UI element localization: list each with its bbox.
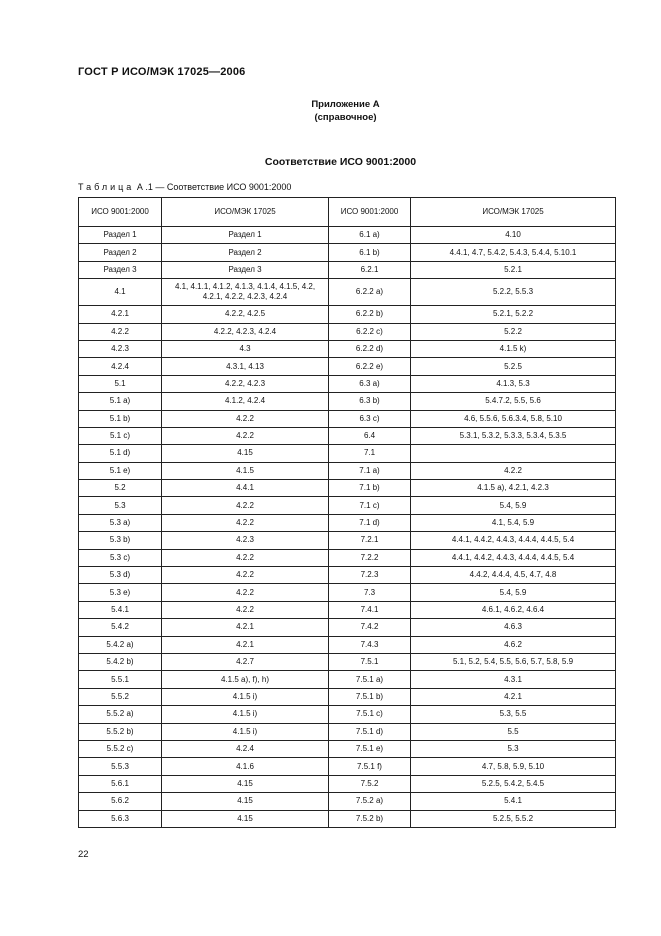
cell-iso9001-left: 5.3 d)	[79, 567, 162, 584]
table-header-row	[79, 198, 616, 227]
cell-iso17025-left: 4.2.2	[162, 567, 329, 584]
table-row	[79, 462, 616, 479]
cell-iso17025-right: 5.1, 5.2, 5.4, 5.5, 5.6, 5.7, 5.8, 5.9	[411, 653, 616, 670]
cell-iso9001-left: 5.6.2	[79, 793, 162, 810]
cell-iso17025-right: 4.1.3, 5.3	[411, 375, 616, 392]
cell-iso9001-left: 5.3 c)	[79, 549, 162, 566]
cell-iso9001-left: 5.2	[79, 480, 162, 497]
table-row	[79, 793, 616, 810]
cell-iso9001-left: 5.4.2 b)	[79, 653, 162, 670]
cell-iso9001-left: 4.2.2	[79, 323, 162, 340]
cell-iso17025-right: 5.2.5, 5.5.2	[411, 810, 616, 827]
cell-iso9001-left: 4.2.3	[79, 340, 162, 357]
cell-iso17025-left: 4.2.2	[162, 427, 329, 444]
table-row	[79, 740, 616, 757]
cell-iso17025-left: 4.2.3	[162, 532, 329, 549]
cell-iso9001-right: 7.5.1 b)	[329, 688, 411, 705]
table-row	[79, 653, 616, 670]
cell-iso17025-right: 5.4, 5.9	[411, 584, 616, 601]
table-row	[79, 514, 616, 531]
section-title: Соответствие ИСО 9001:2000	[264, 156, 417, 168]
cell-iso17025-left: 4.15	[162, 793, 329, 810]
cell-iso17025-right: 5.2.5, 5.4.2, 5.4.5	[411, 775, 616, 792]
cell-iso9001-left: 5.3 а)	[79, 514, 162, 531]
cell-iso9001-right: 7.2.3	[329, 567, 411, 584]
table-caption	[78, 182, 291, 192]
cell-iso9001-left: 5.3 b)	[79, 532, 162, 549]
cell-iso17025-left: 4.1.5	[162, 462, 329, 479]
cell-iso9001-left: 4.1	[79, 279, 162, 306]
cell-iso17025-left: 4.1.5 i)	[162, 723, 329, 740]
table-row	[79, 279, 616, 306]
cell-iso9001-left: 4.2.4	[79, 358, 162, 375]
table-caption-text: — Соответствие ИСО 9001:2000	[152, 182, 292, 192]
table-row	[79, 567, 616, 584]
header-iso17025-right: ИСО/МЭК 17025	[411, 198, 616, 227]
header-iso17025-left: ИСО/МЭК 17025	[162, 198, 329, 227]
cell-iso9001-left: 5.4.2 а)	[79, 636, 162, 653]
cell-iso17025-left: 4.3.1, 4.13	[162, 358, 329, 375]
cell-iso17025-right: 4.10	[411, 227, 616, 244]
cell-iso17025-right: 4.4.2, 4.4.4, 4.5, 4.7, 4.8	[411, 567, 616, 584]
cell-iso17025-left: Раздел 2	[162, 244, 329, 261]
cell-iso9001-right: 7.1 c)	[329, 497, 411, 514]
cell-iso17025-left: 4.2.2	[162, 514, 329, 531]
table-row	[79, 340, 616, 357]
cell-iso9001-left: Раздел 2	[79, 244, 162, 261]
cell-iso17025-left: 4.1.6	[162, 758, 329, 775]
annex-heading	[0, 98, 661, 124]
cell-iso9001-left: 5.1 а)	[79, 393, 162, 410]
cell-iso17025-right: 4.1, 5.4, 5.9	[411, 514, 616, 531]
cell-iso9001-left: 5.3	[79, 497, 162, 514]
cell-iso9001-right: 6.2.2 е)	[329, 358, 411, 375]
cell-iso17025-right: 4.2.2	[411, 462, 616, 479]
table-caption-prefix: Таблица	[78, 182, 135, 192]
annex-title: Приложение А	[311, 99, 380, 110]
table-row	[79, 688, 616, 705]
cell-iso17025-right: 5.2.1	[411, 261, 616, 278]
cell-iso9001-left: 5.1 c)	[79, 427, 162, 444]
cell-iso17025-right: 4.6, 5.5.6, 5.6.3.4, 5.8, 5.10	[411, 410, 616, 427]
cell-iso9001-left: 5.5.2 а)	[79, 706, 162, 723]
cell-iso9001-right: 7.5.1 а)	[329, 671, 411, 688]
cell-iso9001-right: 7.2.1	[329, 532, 411, 549]
cell-iso17025-left: 4.2.1	[162, 619, 329, 636]
cell-iso9001-left: 5.4.2	[79, 619, 162, 636]
cell-iso9001-left: Раздел 1	[79, 227, 162, 244]
cell-iso17025-right: 5.3.1, 5.3.2, 5.3.3, 5.3.4, 5.3.5	[411, 427, 616, 444]
table-row	[79, 549, 616, 566]
cell-iso9001-left: 5.5.2	[79, 688, 162, 705]
document-id: ГОСТ Р ИСО/МЭК 17025—2006	[78, 66, 246, 78]
cell-iso17025-right: 4.1.5 а), 4.2.1, 4.2.3	[411, 480, 616, 497]
table-body	[79, 227, 616, 828]
cell-iso9001-left: 5.1	[79, 375, 162, 392]
cell-iso17025-right: 5.5	[411, 723, 616, 740]
cell-iso9001-right: 6.4	[329, 427, 411, 444]
cell-iso9001-right: 7.3	[329, 584, 411, 601]
cell-iso9001-left: 5.6.1	[79, 775, 162, 792]
table-row	[79, 445, 616, 462]
cell-iso9001-left: 5.5.2 c)	[79, 740, 162, 757]
cell-iso9001-right: 6.2.2 b)	[329, 306, 411, 323]
cell-iso17025-right: 5.2.2	[411, 323, 616, 340]
cell-iso17025-left: 4.1.2, 4.2.4	[162, 393, 329, 410]
cell-iso17025-left: Раздел 3	[162, 261, 329, 278]
cell-iso9001-right: 7.5.1 d)	[329, 723, 411, 740]
cell-iso17025-left: 4.1.5 а), f), h)	[162, 671, 329, 688]
cell-iso17025-right: 5.3, 5.5	[411, 706, 616, 723]
cell-iso17025-right: 4.7, 5.8, 5.9, 5.10	[411, 758, 616, 775]
table-row	[79, 671, 616, 688]
cell-iso17025-right: 5.2.2, 5.5.3	[411, 279, 616, 306]
cell-iso9001-right: 7.1	[329, 445, 411, 462]
cell-iso9001-right: 7.5.2 b)	[329, 810, 411, 827]
table-row	[79, 410, 616, 427]
cell-iso17025-left: 4.2.2	[162, 549, 329, 566]
cell-iso9001-left: 4.2.1	[79, 306, 162, 323]
cell-iso9001-left: Раздел 3	[79, 261, 162, 278]
table-row	[79, 584, 616, 601]
cell-iso9001-right: 6.2.2 а)	[329, 279, 411, 306]
cell-iso9001-right: 7.5.1 f)	[329, 758, 411, 775]
cell-iso17025-right: 5.4.7.2, 5.5, 5.6	[411, 393, 616, 410]
table-row	[79, 480, 616, 497]
cell-iso17025-right: 4.4.1, 4.4.2, 4.4.3, 4.4.4, 4.4.5, 5.4	[411, 549, 616, 566]
cell-iso17025-right: 5.4.1	[411, 793, 616, 810]
cell-iso9001-right: 7.2.2	[329, 549, 411, 566]
table-row	[79, 323, 616, 340]
cell-iso17025-left: 4.1.5 i)	[162, 706, 329, 723]
cell-iso9001-left: 5.5.1	[79, 671, 162, 688]
cell-iso17025-left: 4.2.2	[162, 584, 329, 601]
cell-iso17025-left: Раздел 1	[162, 227, 329, 244]
cell-iso17025-left: 4.2.2	[162, 410, 329, 427]
table-row	[79, 601, 616, 618]
cell-iso9001-right: 6.2.2 d)	[329, 340, 411, 357]
cell-iso17025-left: 4.2.2, 4.2.3	[162, 375, 329, 392]
cell-iso17025-right: 4.6.2	[411, 636, 616, 653]
cell-iso9001-left: 5.1 b)	[79, 410, 162, 427]
cell-iso9001-left: 5.1 d)	[79, 445, 162, 462]
cell-iso17025-left: 4.2.2	[162, 601, 329, 618]
table-row	[79, 775, 616, 792]
cell-iso17025-right: 4.3.1	[411, 671, 616, 688]
cell-iso9001-left: 5.5.3	[79, 758, 162, 775]
cell-iso9001-right: 7.4.2	[329, 619, 411, 636]
table-row	[79, 358, 616, 375]
cell-iso17025-right: 5.4, 5.9	[411, 497, 616, 514]
cell-iso9001-right: 7.1 b)	[329, 480, 411, 497]
table-row	[79, 244, 616, 261]
table-row	[79, 427, 616, 444]
cell-iso9001-left: 5.6.3	[79, 810, 162, 827]
table-row	[79, 636, 616, 653]
cell-iso17025-right: 4.4.1, 4.7, 5.4.2, 5.4.3, 5.4.4, 5.10.1	[411, 244, 616, 261]
cell-iso9001-left: 5.1 е)	[79, 462, 162, 479]
cell-iso17025-left: 4.2.2, 4.2.5	[162, 306, 329, 323]
table-row	[79, 375, 616, 392]
cell-iso9001-right: 6.2.2 c)	[329, 323, 411, 340]
table-row	[79, 810, 616, 827]
cell-iso17025-right	[411, 445, 616, 462]
table-row	[79, 619, 616, 636]
cell-iso17025-right: 4.2.1	[411, 688, 616, 705]
annex-subtitle: (справочное)	[314, 112, 377, 123]
table-row	[79, 393, 616, 410]
cell-iso17025-left: 4.2.1	[162, 636, 329, 653]
table-row	[79, 497, 616, 514]
cell-iso17025-right: 5.2.1, 5.2.2	[411, 306, 616, 323]
cell-iso9001-right: 7.5.1	[329, 653, 411, 670]
table-row	[79, 758, 616, 775]
cell-iso17025-right: 4.6.1, 4.6.2, 4.6.4	[411, 601, 616, 618]
table-row	[79, 706, 616, 723]
cell-iso17025-left: 4.15	[162, 775, 329, 792]
table-row	[79, 723, 616, 740]
correspondence-table	[78, 197, 616, 828]
cell-iso17025-left: 4.15	[162, 445, 329, 462]
cell-iso9001-right: 6.3 b)	[329, 393, 411, 410]
cell-iso9001-right: 7.5.2	[329, 775, 411, 792]
cell-iso9001-right: 7.1 d)	[329, 514, 411, 531]
table-row	[79, 227, 616, 244]
cell-iso9001-right: 6.3 c)	[329, 410, 411, 427]
cell-iso9001-left: 5.3 е)	[79, 584, 162, 601]
cell-iso17025-right: 4.4.1, 4.4.2, 4.4.3, 4.4.4, 4.4.5, 5.4	[411, 532, 616, 549]
cell-iso9001-right: 7.5.1 c)	[329, 706, 411, 723]
cell-iso17025-right: 5.2.5	[411, 358, 616, 375]
cell-iso9001-right: 7.5.2 а)	[329, 793, 411, 810]
page-number: 22	[78, 849, 89, 860]
cell-iso17025-left: 4.15	[162, 810, 329, 827]
cell-iso17025-left: 4.2.7	[162, 653, 329, 670]
cell-iso9001-right: 6.3 а)	[329, 375, 411, 392]
cell-iso9001-left: 5.5.2 b)	[79, 723, 162, 740]
table-row	[79, 306, 616, 323]
cell-iso9001-right: 7.1 а)	[329, 462, 411, 479]
cell-iso17025-left: 4.2.4	[162, 740, 329, 757]
table-row	[79, 532, 616, 549]
cell-iso17025-right: 4.6.3	[411, 619, 616, 636]
cell-iso9001-right: 7.4.3	[329, 636, 411, 653]
cell-iso9001-right: 6.1 b)	[329, 244, 411, 261]
cell-iso17025-right: 5.3	[411, 740, 616, 757]
cell-iso9001-right: 6.2.1	[329, 261, 411, 278]
cell-iso17025-left: 4.2.2, 4.2.3, 4.2.4	[162, 323, 329, 340]
header-iso9001-left: ИСО 9001:2000	[79, 198, 162, 227]
cell-iso17025-left: 4.2.2	[162, 497, 329, 514]
table-row	[79, 261, 616, 278]
cell-iso9001-right: 7.4.1	[329, 601, 411, 618]
cell-iso17025-left: 4.4.1	[162, 480, 329, 497]
cell-iso17025-right: 4.1.5 k)	[411, 340, 616, 357]
table-caption-number: А .1	[136, 182, 153, 192]
cell-iso17025-left: 4.1, 4.1.1, 4.1.2, 4.1.3, 4.1.4, 4.1.5, 4.2, 4.2.1, 4.2.2, 4.2.3, 4.2.4	[162, 279, 329, 306]
cell-iso9001-right: 6.1 а)	[329, 227, 411, 244]
cell-iso9001-left: 5.4.1	[79, 601, 162, 618]
header-iso9001-right: ИСО 9001:2000	[329, 198, 411, 227]
cell-iso17025-left: 4.3	[162, 340, 329, 357]
cell-iso17025-left: 4.1.5 i)	[162, 688, 329, 705]
cell-iso9001-right: 7.5.1 е)	[329, 740, 411, 757]
